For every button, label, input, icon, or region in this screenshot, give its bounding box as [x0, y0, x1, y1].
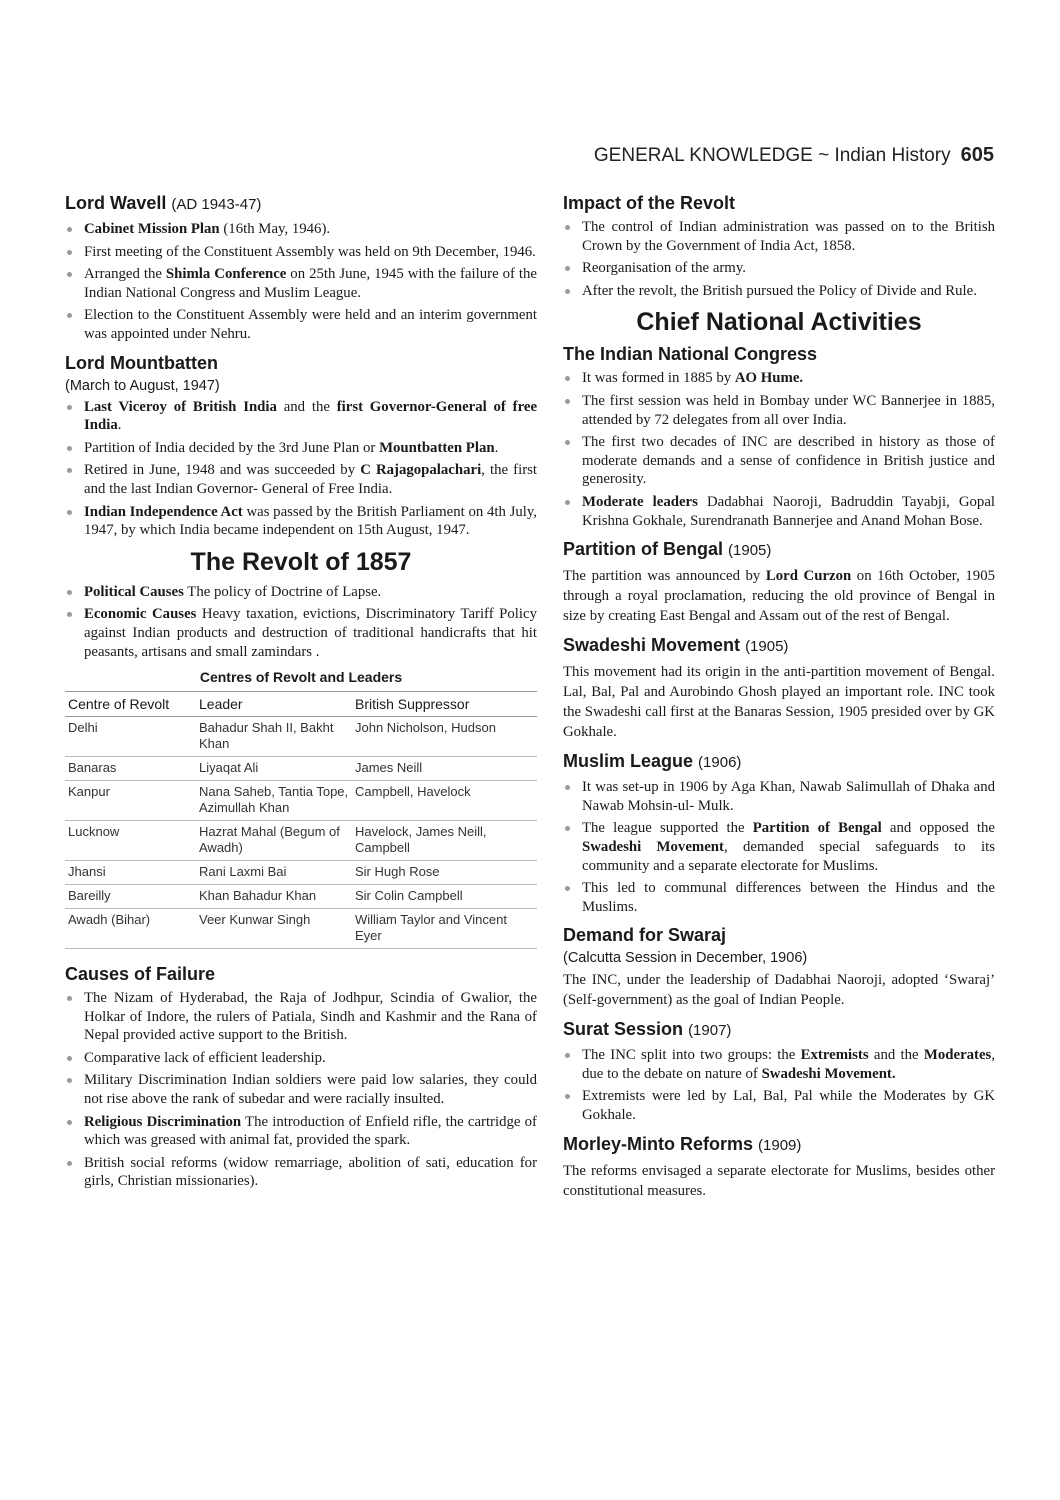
table-cell: Bareilly — [65, 885, 196, 909]
table-cell: Lucknow — [65, 821, 196, 861]
section-title: Causes of Failure — [65, 964, 216, 985]
list-item: Reorganisation of the army. — [563, 259, 995, 278]
table-header: Centre of Revolt — [65, 692, 196, 717]
list-item: Arranged the Shimla Conference on 25th June, 1945 with the failure of the Indian National Congress and Muslim League. — [65, 265, 537, 302]
section-title: Morley-Minto Reforms — [563, 1133, 754, 1154]
section-swadeshi — [563, 634, 995, 742]
table-row — [65, 821, 537, 861]
list-item: The INC split into two groups: the Extremists and the Moderates, due to the debate on nature of Swadeshi Movement. — [563, 1046, 995, 1083]
section-title: Lord Mountbatten — [65, 352, 218, 373]
section-subtitle: (1909) — [758, 1136, 802, 1154]
list-item: Election to the Constituent Assembly were held and an interim government was appointed under Nehru. — [65, 306, 537, 343]
table-row — [65, 909, 537, 949]
table-cell: Kanpur — [65, 781, 196, 821]
section-failure — [65, 963, 537, 1191]
list-item: The Nizam of Hyderabad, the Raja of Jodhpur, Scindia of Gwalior, the Holkar of Indore, the rulers of Patiala, Sindh and Kashmir and the Rana of Nepal provided active support to the British. — [65, 989, 537, 1045]
page-header — [594, 144, 994, 167]
table-cell: Banaras — [65, 757, 196, 781]
right-column — [563, 192, 995, 1209]
left-column — [65, 192, 537, 1199]
table-header: Leader — [196, 692, 352, 717]
section-bengal — [563, 538, 995, 626]
page-number: 605 — [960, 144, 994, 166]
table-cell: Khan Bahadur Khan — [196, 885, 352, 909]
bullet-list — [563, 1046, 995, 1124]
table-cell: Jhansi — [65, 861, 196, 885]
bullet-list — [65, 398, 537, 540]
section-muslim-league — [563, 750, 995, 916]
table-cell: Sir Colin Campbell — [352, 885, 537, 909]
list-item: It was formed in 1885 by AO Hume. — [563, 369, 995, 388]
section-surat — [563, 1018, 995, 1124]
list-item: After the revolt, the British pursued the Policy of Divide and Rule. — [563, 282, 995, 301]
section-revolt — [65, 548, 537, 949]
list-item: Moderate leaders Dadabhai Naoroji, Badruddin Tayabji, Gopal Krishna Gokhale, Surendranath Bannerjee and Anand Mohan Bose. — [563, 493, 995, 530]
table-cell: Awadh (Bihar) — [65, 909, 196, 949]
section-subtitle: (AD 1943-47) — [171, 196, 262, 213]
list-item: British social reforms (widow remarriage, abolition of sati, education for girls, Christian missionaries). — [65, 1154, 537, 1191]
list-item: Retired in June, 1948 and was succeeded by C Rajagopalachari, the first and the last Indian Governor- General of Free India. — [65, 461, 537, 498]
section-subtitle: (1906) — [698, 754, 742, 772]
list-item: Indian Independence Act was passed by the British Parliament on 4th July, 1947, by which India became independent on 15th August, 1947. — [65, 503, 537, 540]
list-item: Political Causes The policy of Doctrine of Lapse. — [65, 583, 537, 602]
list-item: The control of Indian administration was passed on to the British Crown by the Government of India Act, 1858. — [563, 218, 995, 255]
list-item: Extremists were led by Lal, Bal, Pal while the Moderates by GK Gokhale. — [563, 1087, 995, 1124]
table-cell: Delhi — [65, 717, 196, 757]
paragraph: The partition was announced by Lord Curzon on 16th October, 1905 through a royal proclamation, reducing the old province of Bengal in size by creating East Bengal and Assam out of the rest of Bengal. — [563, 568, 995, 625]
list-item: The league supported the Partition of Bengal and opposed the Swadeshi Movement, demanded special safeguards to its community and a separate electorate for Muslims. — [563, 819, 995, 875]
section-title: Swadeshi Movement — [563, 635, 741, 656]
list-item: Partition of India decided by the 3rd June Plan or Mountbatten Plan. — [65, 439, 537, 458]
table-cell: Campbell, Havelock — [352, 781, 537, 821]
table-row — [65, 885, 537, 909]
table-cell: Sir Hugh Rose — [352, 861, 537, 885]
list-item: It was set-up in 1906 by Aga Khan, Nawab Salimullah of Dhaka and Nawab Mohsin-ul- Mulk. — [563, 778, 995, 815]
table-cell: John Nicholson, Hudson — [352, 717, 537, 757]
list-item: The first two decades of INC are described in history as those of moderate demands and a sense of confidence in British justice and generosity. — [563, 433, 995, 489]
bullet-list — [563, 369, 995, 530]
section-title: Surat Session — [563, 1019, 684, 1040]
section-morley-minto — [563, 1133, 995, 1201]
table-row — [65, 861, 537, 885]
running-title: GENERAL KNOWLEDGE ~ Indian History — [593, 145, 951, 166]
section-swaraj — [563, 924, 995, 1010]
section-title: The Indian National Congress — [563, 344, 818, 365]
section-inc — [563, 343, 995, 530]
section-subtitle: (1905) — [745, 638, 789, 656]
table-cell: James Neill — [352, 757, 537, 781]
bullet-list — [65, 583, 537, 661]
table-cell: Rani Laxmi Bai — [196, 861, 352, 885]
bullet-list — [563, 218, 995, 300]
table-cell: Havelock, James Neill, Campbell — [352, 821, 537, 861]
section-title: Muslim League — [563, 751, 694, 772]
table-cell: Nana Saheb, Tantia Tope, Azimullah Khan — [196, 781, 352, 821]
chapter-title: The Revolt of 1857 — [190, 547, 412, 576]
section-subtitle: (1907) — [688, 1022, 732, 1040]
bullet-list — [65, 989, 537, 1191]
section-title: Impact of the Revolt — [563, 193, 736, 213]
section-wavell — [65, 192, 537, 344]
chapter-title: Chief National Activities — [636, 308, 922, 337]
table-row — [65, 781, 537, 821]
list-item: The first session was held in Bombay under WC Bannerjee in 1885, attended by 72 delegates from all over India. — [563, 392, 995, 429]
section-title: Partition of Bengal — [563, 539, 724, 560]
table-cell: William Taylor and Vincent Eyer — [352, 909, 537, 949]
section-title: Demand for Swaraj — [563, 925, 727, 946]
table-header: British Suppressor — [352, 692, 537, 717]
list-item: Military Discrimination Indian soldiers were paid low salaries, they could not rise above the rank of subedar and were racially insulted. — [65, 1071, 537, 1108]
table-cell: Hazrat Mahal (Begum of Awadh) — [196, 821, 352, 861]
paragraph: This movement had its origin in the anti-partition movement of Bengal. Lal, Bal, Pal and Aurobindo Ghosh played an important role. INC took the Swadeshi call first at the Banaras Session, 1905 presided over by GK Gokhale. — [563, 664, 995, 741]
section-title: Lord Wavell — [65, 193, 167, 213]
section-subtitle: (March to August, 1947) — [65, 377, 220, 394]
table-row — [65, 717, 537, 757]
list-item: This led to communal differences between the Hindus and the Muslims. — [563, 879, 995, 916]
section-impact — [563, 192, 995, 300]
section-mountbatten — [65, 352, 537, 540]
table-title: Centres of Revolt and Leaders — [199, 669, 403, 686]
list-item: Last Viceroy of British India and the first Governor-General of free India. — [65, 398, 537, 435]
list-item: First meeting of the Constituent Assembly was held on 9th December, 1946. — [65, 243, 537, 262]
bullet-list — [563, 778, 995, 916]
list-item: Economic Causes Heavy taxation, evictions, Discriminatory Tariff Policy against Indian products and destruction of traditional handicrafts that hit peasants, artisans and small zamindars . — [65, 605, 537, 661]
list-item: Comparative lack of efficient leadership. — [65, 1049, 537, 1068]
paragraph: The INC, under the leadership of Dadabhai Naoroji, adopted ‘Swaraj’ (Self-government) as the goal of Indian People. — [563, 972, 995, 1009]
revolt-table — [65, 691, 537, 949]
table-cell: Bahadur Shah II, Bakht Khan — [196, 717, 352, 757]
list-item: Cabinet Mission Plan (16th May, 1946). — [65, 220, 537, 239]
bullet-list — [65, 220, 537, 344]
list-item: Religious Discrimination The introduction of Enfield rifle, the cartridge of which was greased with animal fat, provided the spark. — [65, 1113, 537, 1150]
table-row — [65, 757, 537, 781]
paragraph: The reforms envisaged a separate electorate for Muslims, besides other constitutional measures. — [563, 1162, 995, 1199]
table-cell: Veer Kunwar Singh — [196, 909, 352, 949]
table-cell: Liyaqat Ali — [196, 757, 352, 781]
section-subtitle: (1905) — [728, 542, 772, 560]
section-subtitle: (Calcutta Session in December, 1906) — [563, 950, 808, 967]
